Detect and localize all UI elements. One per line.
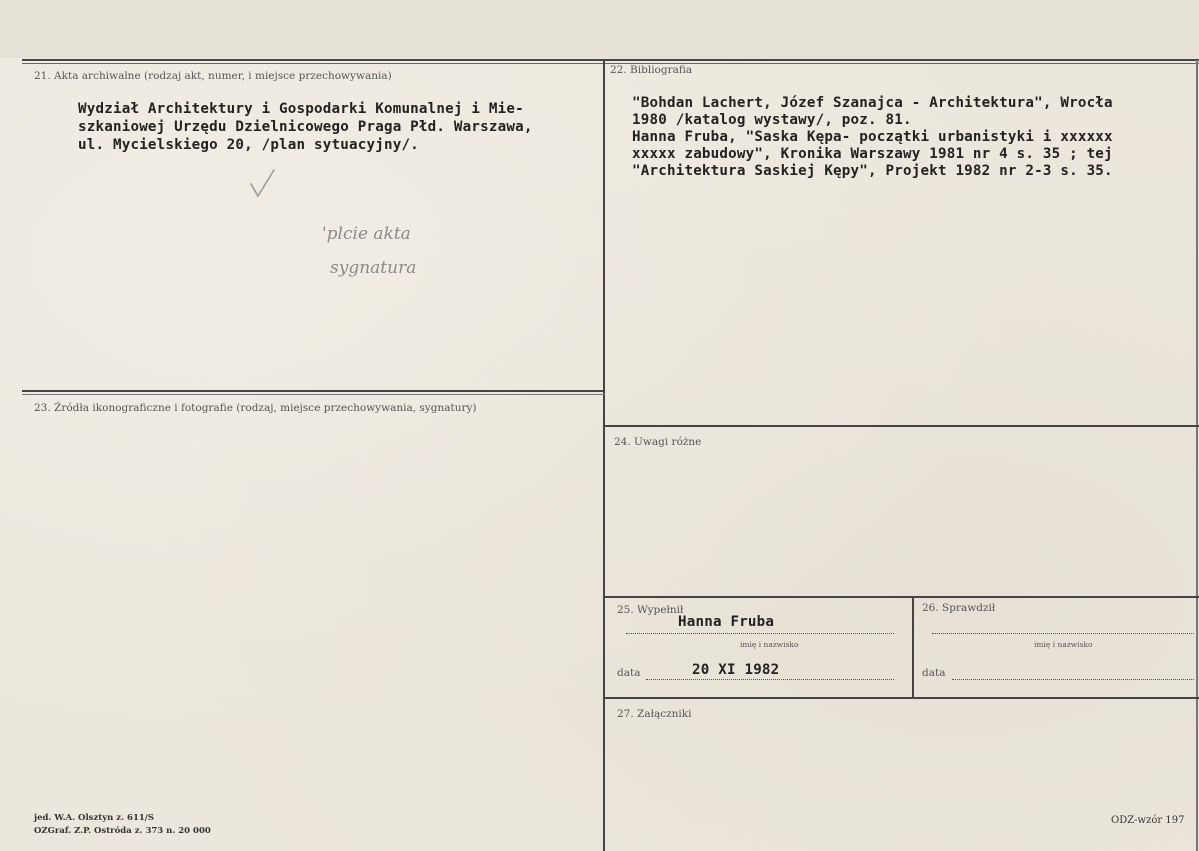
checked-by-name-caption: imię i nazwisko [1034,640,1093,649]
section-22-line-3: Hanna Fruba, "Saska Kępa- początki urbanistyki i xxxxxx [632,129,1113,145]
rule-22-24 [605,425,1199,427]
section-22-line-1: "Bohdan Lachert, Józef Szanajca - Architektura", Wrocła [632,95,1113,111]
section-21-line-3: ul. Mycielskiego 20, /plan sytuacyjny/. [78,137,419,153]
rule-21-23 [22,390,605,392]
section-25-label: 25. Wypełnił [617,604,684,616]
checked-by-name-line [932,633,1194,634]
check-mark [248,168,278,202]
section-22-line-5: "Architektura Saskiej Kępy", Projekt 1982 nr 2-3 s. 35. [632,163,1113,179]
section-23-label: 23. Źródła ikonograficzne i fotografie (rodzaj, miejsce przechowywania, sygnatury) [34,402,477,414]
filled-by-name-line [626,633,894,634]
filled-by-date-label: data [617,667,641,679]
section-22-line-2: 1980 /katalog wystawy/, poz. 81. [632,112,912,128]
checked-by-date-line [952,679,1194,680]
checked-by-date-label: data [922,667,946,679]
divider-25-26 [912,597,914,698]
printer-info-line-1: jed. W.A. Olsztyn z. 611/S [34,813,155,823]
section-22-line-4: xxxxx zabudowy", Kronika Warszawy 1981 nr 4 s. 35 ; tej [632,146,1113,162]
section-26-label: 26. Sprawdził [922,602,996,614]
filled-by-name: Hanna Fruba [678,614,775,630]
handwritten-note-2: sygnatura [330,258,417,278]
section-21-label: 21. Akta archiwalne (rodzaj akt, numer, i miejsce przechowywania) [34,70,392,82]
rule-24-25 [605,596,1199,598]
section-27-label: 27. Załączniki [617,708,692,720]
top-rule [22,59,1199,61]
section-24-label: 24. Uwagi różne [614,436,702,448]
filled-by-name-caption: imię i nazwisko [740,640,799,649]
column-divider [603,60,605,851]
right-edge [1196,60,1198,851]
section-22-label: 22. Bibliografia [610,64,693,76]
printer-info-line-2: OZGraf. Z.P. Ostróda z. 373 n. 20 000 [34,826,211,836]
top-band [0,0,1199,58]
rule-21-23-thin [22,394,605,395]
section-21-line-2: szkaniowej Urzędu Dzielnicowego Praga Płd. Warszawa, [78,119,533,135]
rule-25-27 [605,697,1199,699]
filled-by-date-line [646,679,894,680]
filled-by-date: 20 XI 1982 [692,662,780,678]
form-code: ODZ-wzór 197 [1111,815,1185,826]
section-21-line-1: Wydział Architektury i Gospodarki Komunalnej i Mie- [78,101,524,117]
handwritten-note-1: 'plcie akta [322,224,411,244]
